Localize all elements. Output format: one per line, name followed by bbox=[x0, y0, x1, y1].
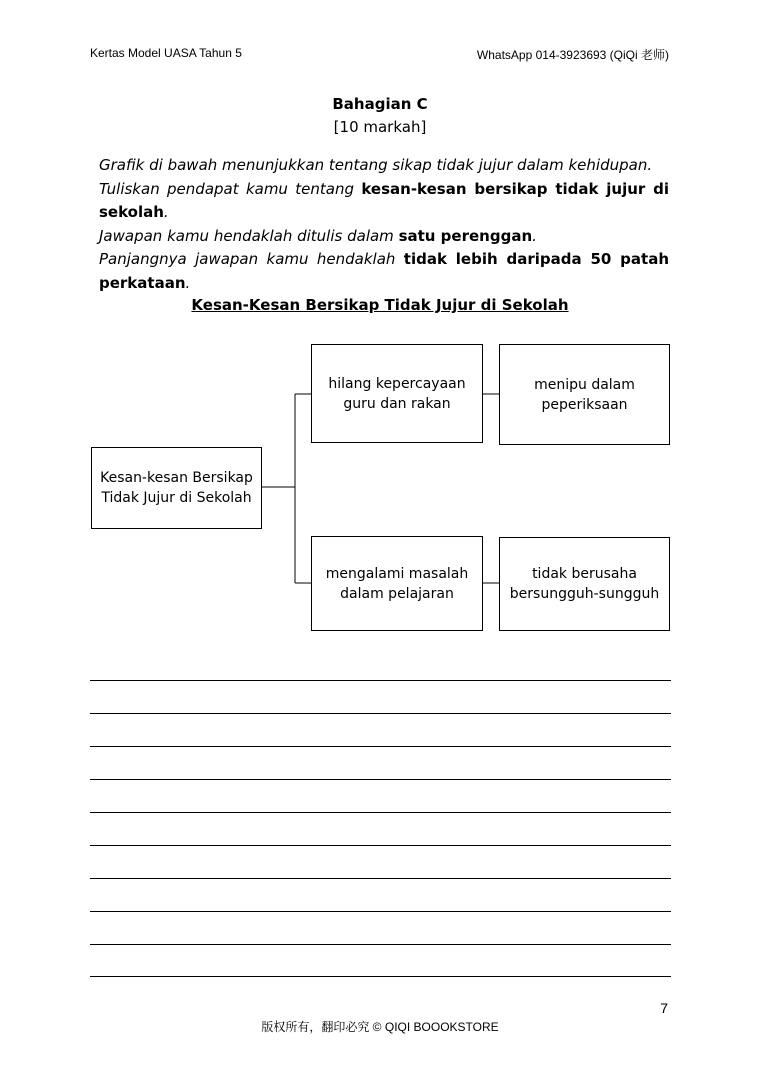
instruction-line-4-post: . bbox=[185, 273, 191, 292]
section-marks: [10 markah] bbox=[333, 118, 427, 136]
writing-line bbox=[90, 911, 671, 912]
page-number: 7 bbox=[660, 1000, 668, 1016]
writing-line bbox=[90, 812, 671, 813]
leaf-bottom-box bbox=[499, 537, 670, 631]
branch-top-label: hilang kepercayaan guru dan rakan bbox=[328, 375, 466, 412]
branch-top-box bbox=[311, 344, 483, 443]
footer-copyright: 版权所有，翻印必究 © QIQI BOOOKSTORE bbox=[261, 1020, 499, 1034]
instruction-line-1: Grafik di bawah menunjukkan tentang sikap tidak jujur dalam kehidupan. bbox=[99, 156, 653, 174]
leaf-bottom-label: tidak berusaha bersungguh-sungguh bbox=[509, 566, 660, 602]
writing-line bbox=[90, 878, 671, 879]
writing-line bbox=[90, 976, 671, 977]
instruction-line-2-post: . bbox=[163, 203, 169, 221]
section-title: Bahagian C bbox=[332, 95, 428, 113]
instruction-line-4 bbox=[99, 248, 669, 295]
instruction-line-3 bbox=[99, 225, 669, 249]
writing-line bbox=[90, 680, 671, 681]
writing-line bbox=[90, 713, 671, 714]
writing-line bbox=[90, 746, 671, 747]
instruction-line-4-pre: Panjangnya jawapan kamu hendaklah bbox=[99, 250, 404, 268]
instruction-line-3-pre: Jawapan kamu hendaklah ditulis dalam bbox=[99, 226, 399, 245]
instruction-line-2-pre: Tuliskan pendapat kamu tentang bbox=[99, 179, 362, 198]
leaf-top-box bbox=[499, 344, 670, 445]
root-box bbox=[91, 447, 262, 529]
instruction-line-3-bold: satu perenggan bbox=[398, 226, 533, 245]
branch-bottom-box bbox=[311, 536, 483, 631]
instruction-line-4-bold: tidak lebih daripada 50 patah perkataan bbox=[99, 250, 669, 292]
instruction-line-2-bold: kesan-kesan bersikap tidak jujur di sekolah bbox=[99, 179, 669, 221]
writing-line bbox=[90, 779, 671, 780]
instruction-line-3-post: . bbox=[532, 226, 537, 245]
header-left-title: Kertas Model UASA Tahun 5 bbox=[90, 46, 242, 60]
root-box-label: Kesan-kesan Bersikap Tidak Jujur di Sekolah bbox=[100, 470, 253, 506]
writing-line bbox=[90, 944, 671, 945]
diagram-title: Kesan-Kesan Bersikap Tidak Jujur di Sekolah bbox=[191, 296, 569, 314]
writing-line bbox=[90, 845, 671, 846]
instruction-line-2 bbox=[99, 178, 669, 225]
branch-bottom-label: mengalami masalah dalam pelajaran bbox=[325, 565, 469, 602]
header-right-contact: WhatsApp 014-3923693 (QiQi 老师) bbox=[476, 48, 669, 62]
instructions bbox=[99, 154, 669, 295]
leaf-top-label: menipu dalam peperiksaan bbox=[534, 376, 635, 413]
